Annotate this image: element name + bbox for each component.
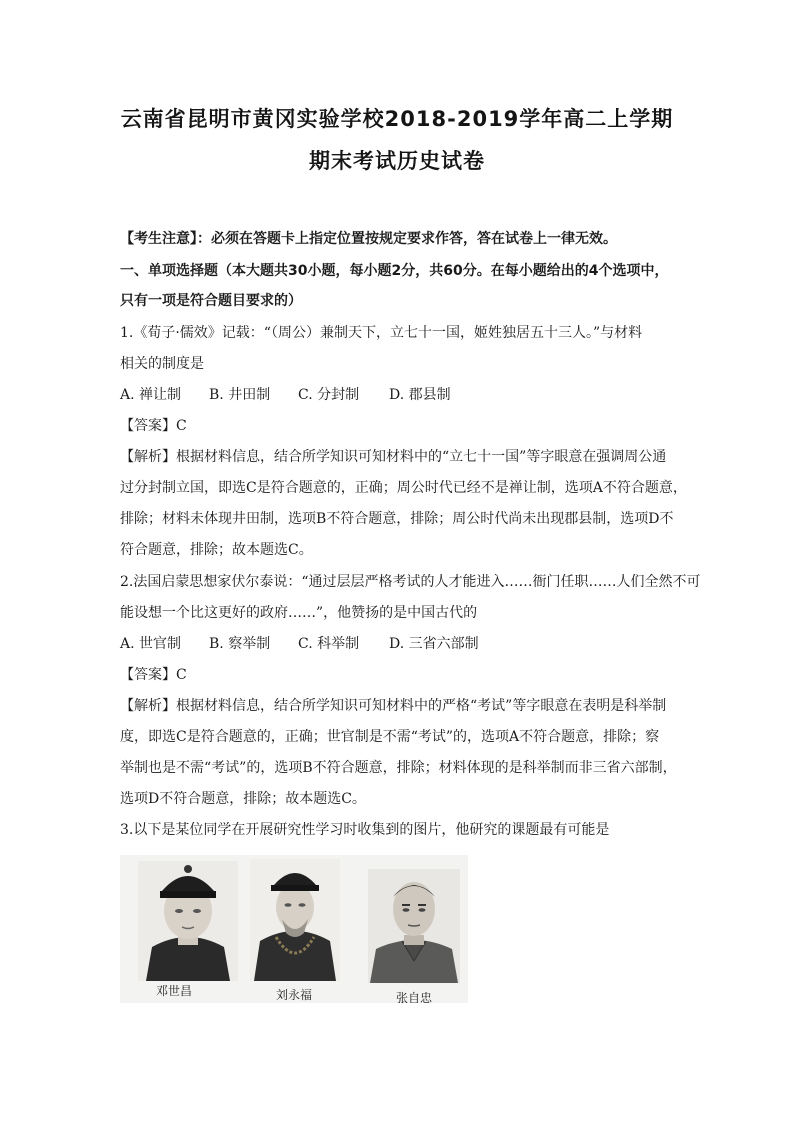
portrait-liu-yongfu: [250, 859, 340, 981]
q1-option-a: A. 禅让制: [120, 387, 182, 403]
caption-liu-yongfu: 刘永福: [276, 988, 313, 1002]
q2-analysis-line2: 度，即选C是符合题意的，正确；世官制是不需“考试”的，选项A不符合题意，排除；察: [120, 729, 660, 745]
portrait-zhang-zizhong: [368, 869, 460, 983]
q2-options: [120, 634, 680, 654]
q2-option-a: A. 世官制: [120, 636, 182, 652]
q1-stem-line2: 相关的制度是: [120, 356, 204, 372]
q2-stem-line2: 能设想一个比这更好的政府……”，他赞扬的是中国古代的: [120, 605, 478, 621]
q2-analysis-line1: 【解析】根据材料信息，结合所学知识可知材料中的严格“考试”等字眼意在表明是科举制: [120, 698, 667, 714]
caption-zhang-zizhong: 张自忠: [396, 991, 433, 1003]
exam-notice: 【考生注意】：必须在答题卡上指定位置按规定要求作答，答在试卷上一律无效。: [120, 231, 617, 247]
q2-analysis-line4: 选项D不符合题意，排除；故本题选C。: [120, 791, 366, 807]
q3-stem: 3.以下是某位同学在开展研究性学习时收集到的图片，他研究的课题最有可能是: [120, 822, 610, 838]
q2-option-d: D. 三省六部制: [389, 636, 479, 652]
q1-analysis-line2: 过分封制立国，即选C是符合题意的，正确；周公时代已经不是禅让制，选项A不符合题意，: [120, 480, 687, 496]
q2-option-b: B. 察举制: [209, 636, 271, 652]
section-heading-line1: 一、单项选择题（本大题共30小题，每小题2分，共60分。在每小题给出的4个选项中，: [120, 263, 669, 279]
q1-option-c: C. 分封制: [298, 387, 360, 403]
section-heading-line2: 只有一项是符合题目要求的）: [120, 293, 302, 309]
q2-stem-line1: 2.法国启蒙思想家伏尔泰说：“通过层层严格考试的人才能进入……衙门任职……人们全然不可: [120, 574, 701, 590]
exam-title-line2: 期末考试历史试卷: [309, 149, 485, 173]
q1-stem-line1: 1.《荀子·儒效》记载：“（周公）兼制天下，立七十一国，姬姓独居五十三人。”与材料: [120, 325, 643, 341]
exam-title-line1: 云南省昆明市黄冈实验学校2018-2019学年高二上学期: [120, 107, 674, 131]
historical-portraits-figure: [120, 855, 468, 1003]
q1-analysis-line4: 符合题意，排除；故本题选C。: [120, 542, 313, 558]
q2-analysis-line3: 举制也是不需“考试”的，选项B不符合题意，排除；材料体现的是科举制而非三省六部制，: [120, 760, 677, 776]
q1-answer: 【答案】C: [120, 418, 187, 434]
q2-option-c: C. 科举制: [298, 636, 360, 652]
caption-deng-shichang: 邓世昌: [156, 984, 193, 998]
q1-analysis-line1: 【解析】根据材料信息，结合所学知识可知材料中的“立七十一国”等字眼意在强调周公通: [120, 449, 667, 465]
q1-option-b: B. 井田制: [209, 387, 271, 403]
q1-options: [120, 385, 680, 405]
q1-option-d: D. 郡县制: [389, 387, 451, 403]
portrait-deng-shichang: [138, 861, 238, 981]
q1-analysis-line3: 排除；材料未体现井田制，选项B不符合题意，排除；周公时代尚未出现郡县制，选项D不: [120, 511, 674, 527]
q2-answer: 【答案】C: [120, 667, 187, 683]
